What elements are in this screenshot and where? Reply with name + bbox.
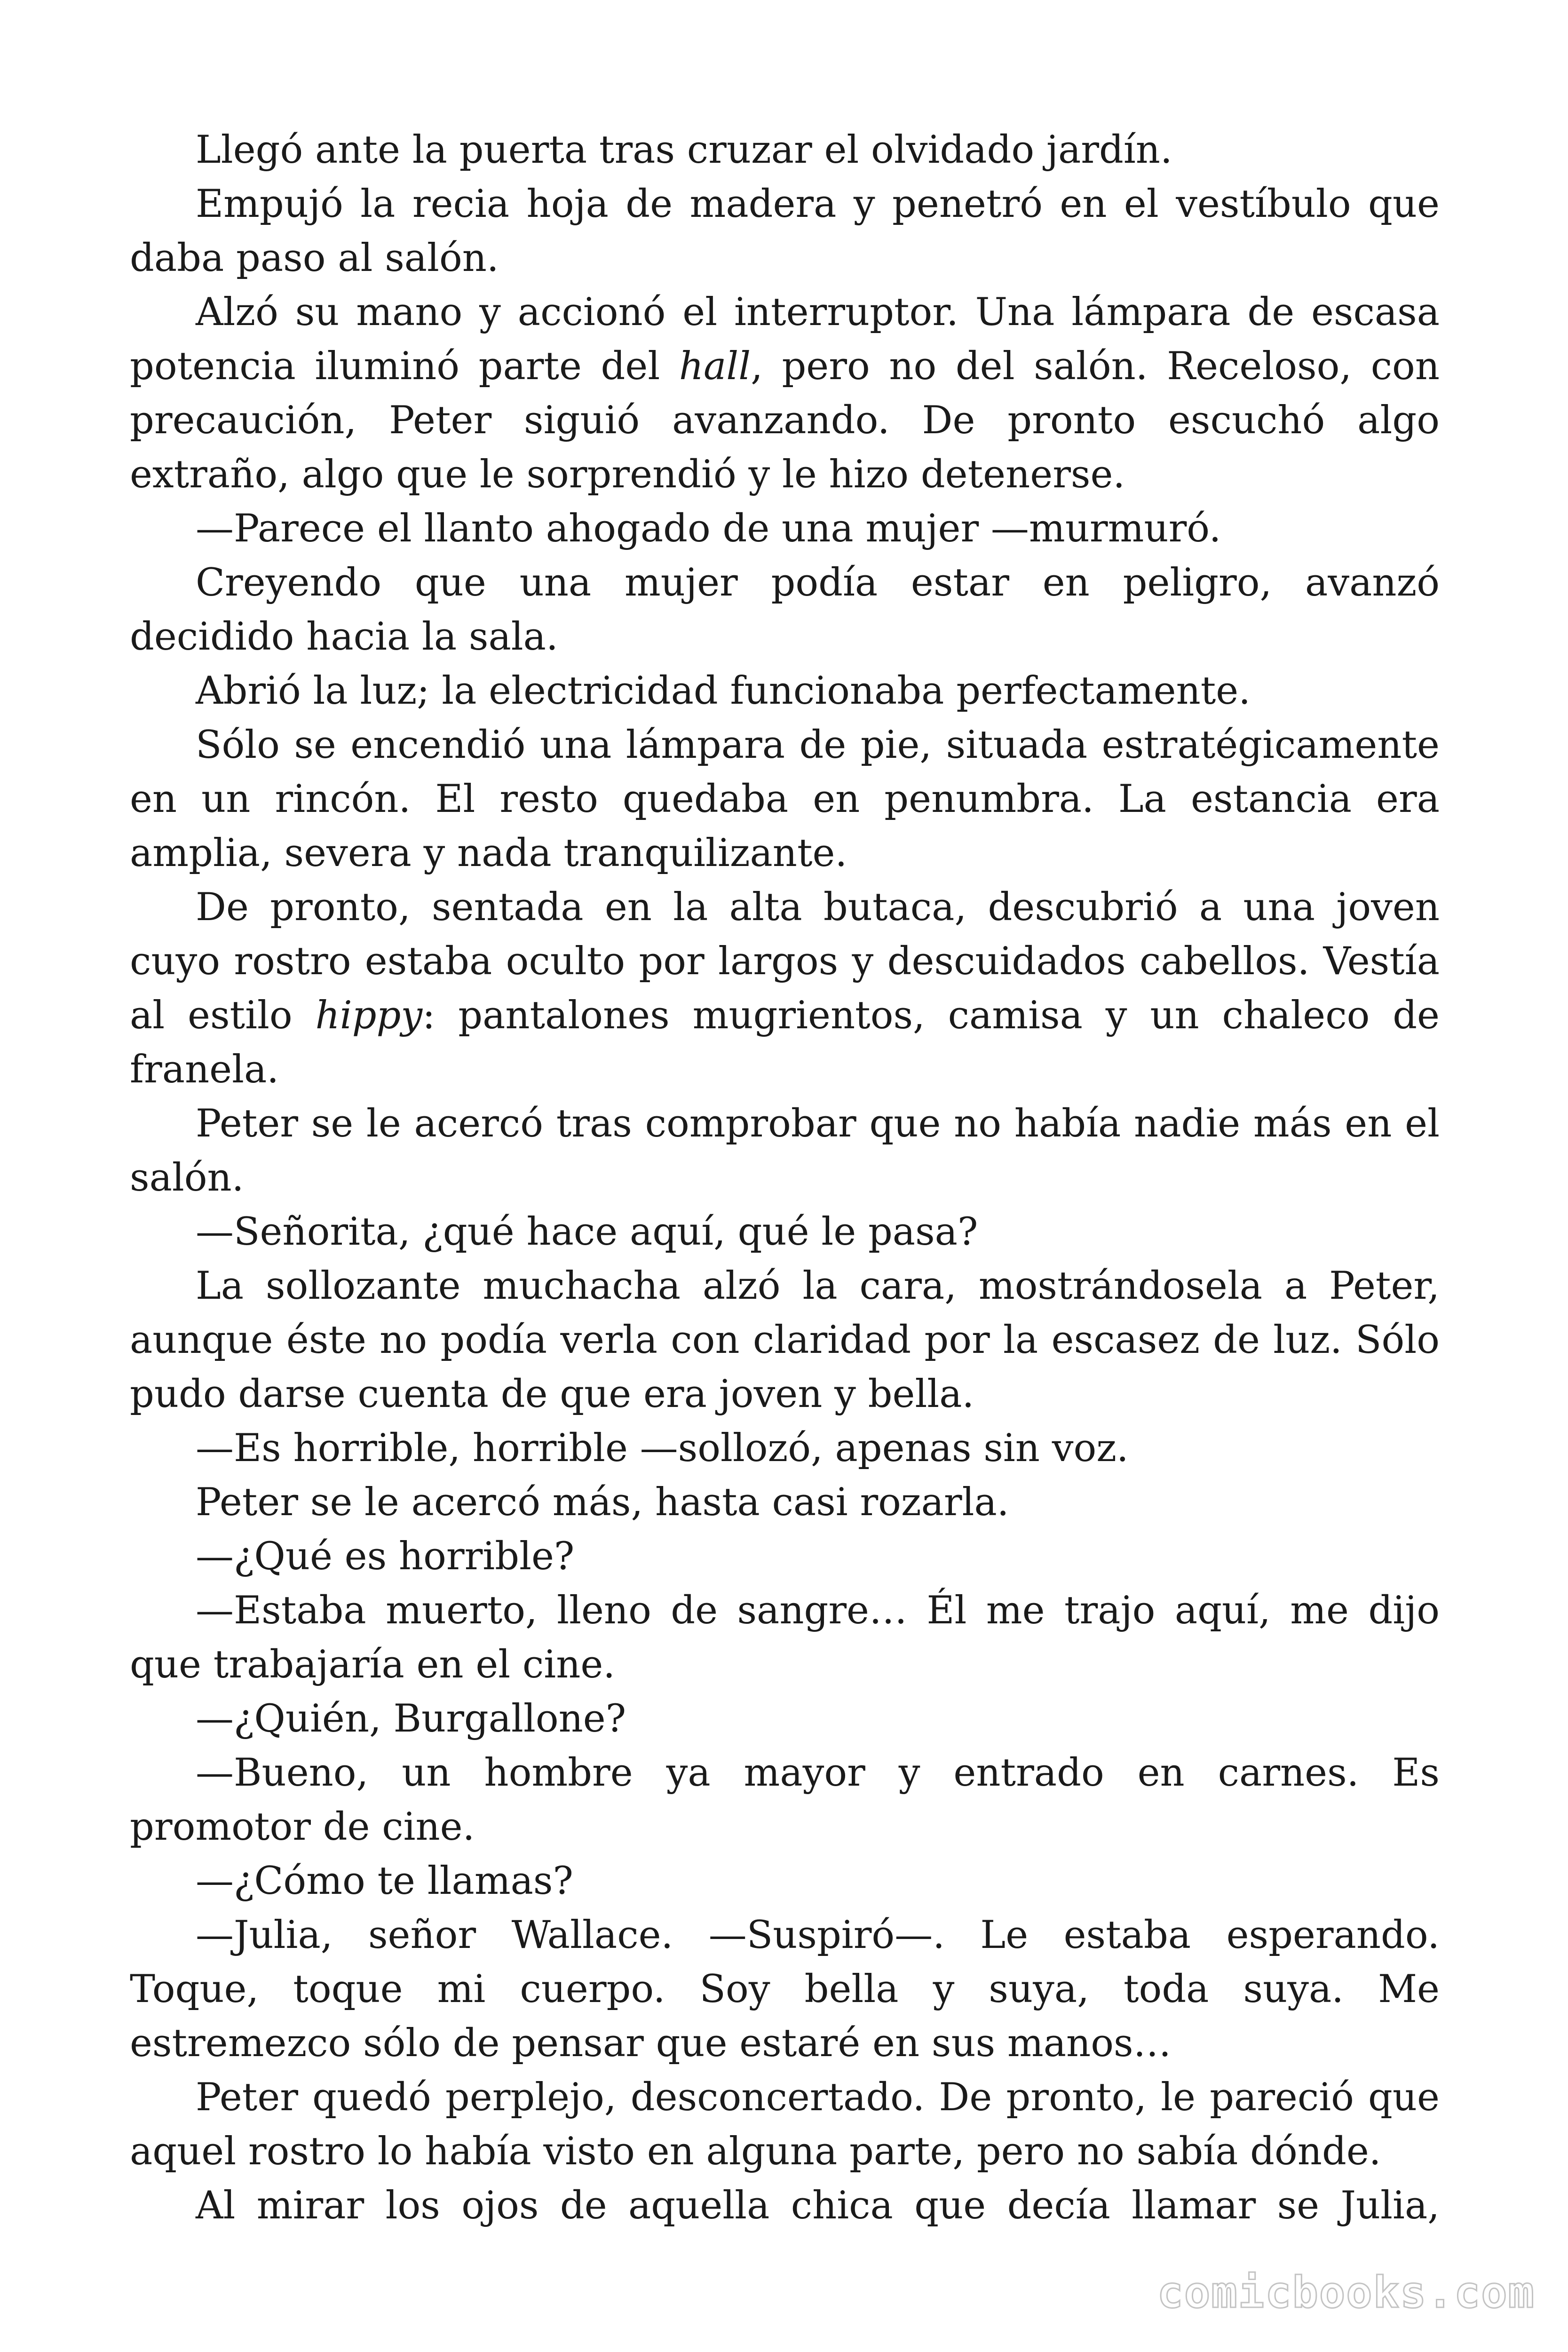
paragraph (130, 1854, 1440, 1908)
text-run: Llegó ante la puerta tras cruzar el olvidado jardín. (196, 128, 1172, 172)
paragraph (130, 286, 1440, 502)
text-run: La sollozante muchacha alzó la cara, mostrándosela a Peter, aunque éste no podía verla con claridad por la escasez de luz. Sólo pudo darse cuenta de que era joven y bella. (130, 1264, 1440, 1416)
paragraph (130, 1097, 1440, 1205)
text-run: —Es horrible, horrible —sollozó, apenas sin voz. (196, 1426, 1129, 1470)
paragraph (130, 2179, 1440, 2233)
text-run: —Bueno, un hombre ya mayor y entrado en carnes. Es promotor de cine. (130, 1751, 1440, 1849)
text-run: —Señorita, ¿qué hace aquí, qué le pasa? (196, 1210, 978, 1254)
text-run: Al mirar los ojos de aquella chica que decía llamar se Julia, (196, 2184, 1440, 2228)
text-run: Peter se le acercó tras comprobar que no había nadie más en el salón. (130, 1102, 1440, 1200)
paragraph (130, 664, 1440, 718)
paragraph (130, 1908, 1440, 2071)
text-run: Alzó su mano y accionó el interruptor. Una lámpara de escasa potencia iluminó parte del (130, 290, 1440, 389)
text-run: —¿Quién, Burgallone? (196, 1697, 626, 1741)
paragraph (130, 1476, 1440, 1530)
paragraph (130, 1205, 1440, 1259)
text-run: Abrió la luz; la electricidad funcionaba perfectamente. (196, 669, 1251, 713)
text-run: Creyendo que una mujer podía estar en peligro, avanzó decidido hacia la sala. (130, 561, 1440, 659)
body-text (130, 123, 1440, 2233)
paragraph (130, 123, 1440, 177)
text-run: Empujó la recia hoja de madera y penetró en el vestíbulo que daba paso al salón. (130, 182, 1440, 280)
text-run: —¿Cómo te llamas? (196, 1859, 573, 1903)
paragraph (130, 2071, 1440, 2179)
paragraph (130, 556, 1440, 664)
text-run: —Parece el llanto ahogado de una mujer —murmuró. (196, 507, 1221, 551)
paragraph (130, 881, 1440, 1097)
italic-text: hall (679, 344, 751, 389)
paragraph (130, 718, 1440, 881)
watermark: comicbooks.com (1157, 2267, 1535, 2318)
paragraph (130, 502, 1440, 556)
text-run: : pantalones mugrientos, camisa y un chaleco de franela. (130, 993, 1440, 1092)
text-run: Sólo se encendió una lámpara de pie, situada estratégicamente en un rincón. El resto quedaba en penumbra. La estancia era amplia, severa y nada tranquilizante. (130, 723, 1440, 875)
paragraph (130, 1746, 1440, 1854)
text-run: De pronto, sentada en la alta butaca, descubrió a una joven cuyo rostro estaba oculto por largos y descuidados cabellos. Vestía al estilo (130, 885, 1440, 1038)
paragraph (130, 1259, 1440, 1422)
text-run: , pero no del salón. Receloso, con precaución, Peter siguió avanzando. De pronto escuchó algo extraño, algo que le sorprendió y le hizo detenerse. (130, 344, 1440, 497)
text-run: Peter se le acercó más, hasta casi rozarla. (196, 1480, 1009, 1525)
paragraph (130, 1530, 1440, 1584)
text-run: —Julia, señor Wallace. —Suspiró—. Le estaba esperando. Toque, toque mi cuerpo. Soy bella y suya, toda suya. Me estremezco sólo de pensar que estaré en sus manos… (130, 1913, 1440, 2066)
text-run: —¿Qué es horrible? (196, 1534, 575, 1579)
paragraph (130, 177, 1440, 286)
italic-text: hippy (315, 993, 423, 1038)
paragraph (130, 1584, 1440, 1692)
text-run: Peter quedó perplejo, desconcertado. De pronto, le pareció que aquel rostro lo había visto en alguna parte, pero no sabía dónde. (130, 2075, 1440, 2174)
paragraph (130, 1692, 1440, 1746)
paragraph (130, 1422, 1440, 1476)
text-run: —Estaba muerto, lleno de sangre… Él me trajo aquí, me dijo que trabajaría en el cine. (130, 1589, 1440, 1687)
